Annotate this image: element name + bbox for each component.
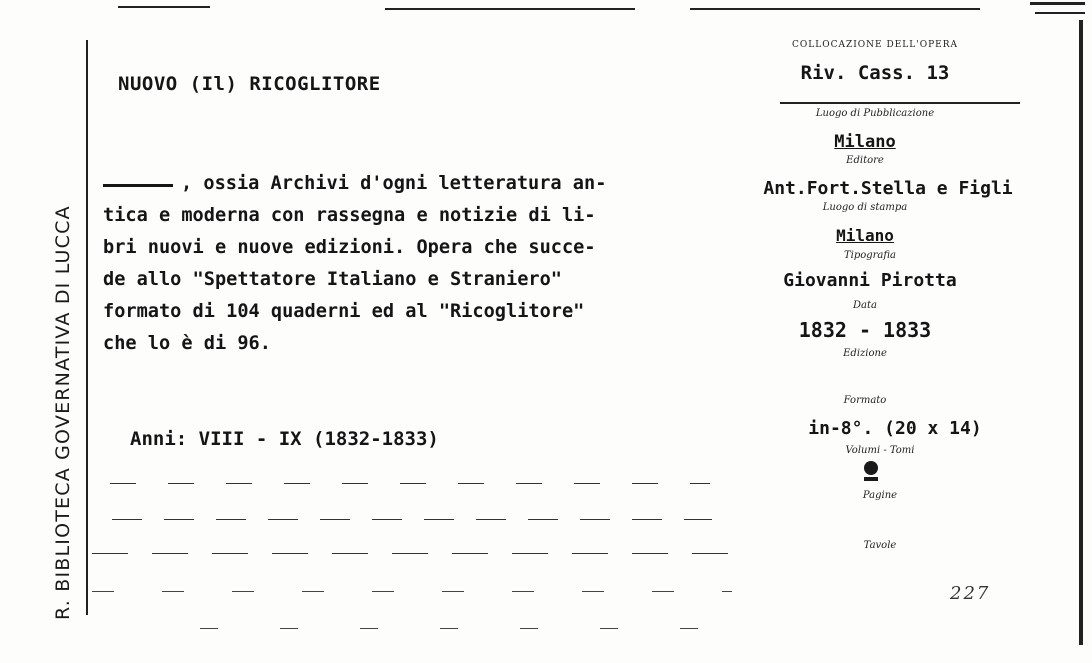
place-value: Milano — [834, 132, 896, 152]
ruled-line-1 — [110, 483, 710, 484]
ruled-line-3 — [92, 553, 742, 554]
collocation-rule — [780, 102, 1020, 104]
top-rule-mid2 — [690, 8, 980, 10]
top-rule-mid — [385, 8, 635, 10]
description-line-3: bri nuovi e nuove edizioni. Opera che succe- — [103, 237, 596, 258]
plates-caption: Tavole — [863, 540, 897, 551]
publisher-caption: Editore — [846, 155, 884, 166]
stamp-icon — [862, 460, 880, 484]
description-line-2: tica e moderna con rassegna e notizie di li- — [103, 205, 596, 226]
card-title: NUOVO (Il) RICOGLITORE — [118, 73, 381, 95]
print-place-caption: Luogo di stampa — [822, 202, 908, 213]
volumes-caption: Volumi - Tomi — [845, 445, 915, 456]
card-description — [103, 168, 723, 360]
page-number-mark: 227 — [950, 583, 991, 604]
print-place-value: Milano — [836, 226, 894, 245]
ruled-line-2 — [112, 519, 712, 520]
years-range: Anni: VIII - IX (1832-1833) — [130, 428, 439, 450]
collocation-value: Riv. Cass. 13 — [800, 62, 950, 84]
pages-caption: Pagine — [862, 490, 898, 501]
edition-caption: Edizione — [843, 348, 887, 359]
description-line-6: che lo è di 96. — [103, 333, 271, 354]
ruled-line-5 — [200, 628, 760, 629]
format-value: in-8°. (20 x 14) — [808, 418, 982, 439]
date-value: 1832 - 1833 — [798, 318, 932, 342]
description-line-5: formato di 104 quaderni ed al "Ricoglitore" — [103, 301, 585, 322]
printer-caption: Tipografia — [843, 250, 897, 261]
collocation-caption: COLLOCAZIONE DELL'OPERA — [792, 40, 958, 50]
library-stamp: R. BIBLIOTECA GOVERNATIVA DI LUCCA — [52, 205, 74, 620]
description-line-1: , ossia Archivi d'ogni letteratura an- — [103, 168, 723, 200]
right-edge — [1079, 20, 1083, 645]
place-caption: Luogo di Pubblicazione — [815, 108, 935, 119]
date-caption: Data — [853, 300, 877, 311]
top-rule-right2 — [1035, 12, 1085, 14]
top-rule-left — [118, 6, 210, 8]
title-repeat-dash — [103, 184, 173, 187]
publisher-value: Ant.Fort.Stella e Figli — [763, 178, 1013, 199]
description-line-4: de allo "Spettatore Italiano e Straniero" — [103, 269, 562, 290]
ruled-line-4 — [92, 591, 732, 592]
margin-line — [86, 40, 88, 615]
format-caption: Formato — [843, 395, 887, 406]
printer-value: Giovanni Pirotta — [783, 270, 957, 291]
top-rule-right — [1030, 2, 1085, 5]
